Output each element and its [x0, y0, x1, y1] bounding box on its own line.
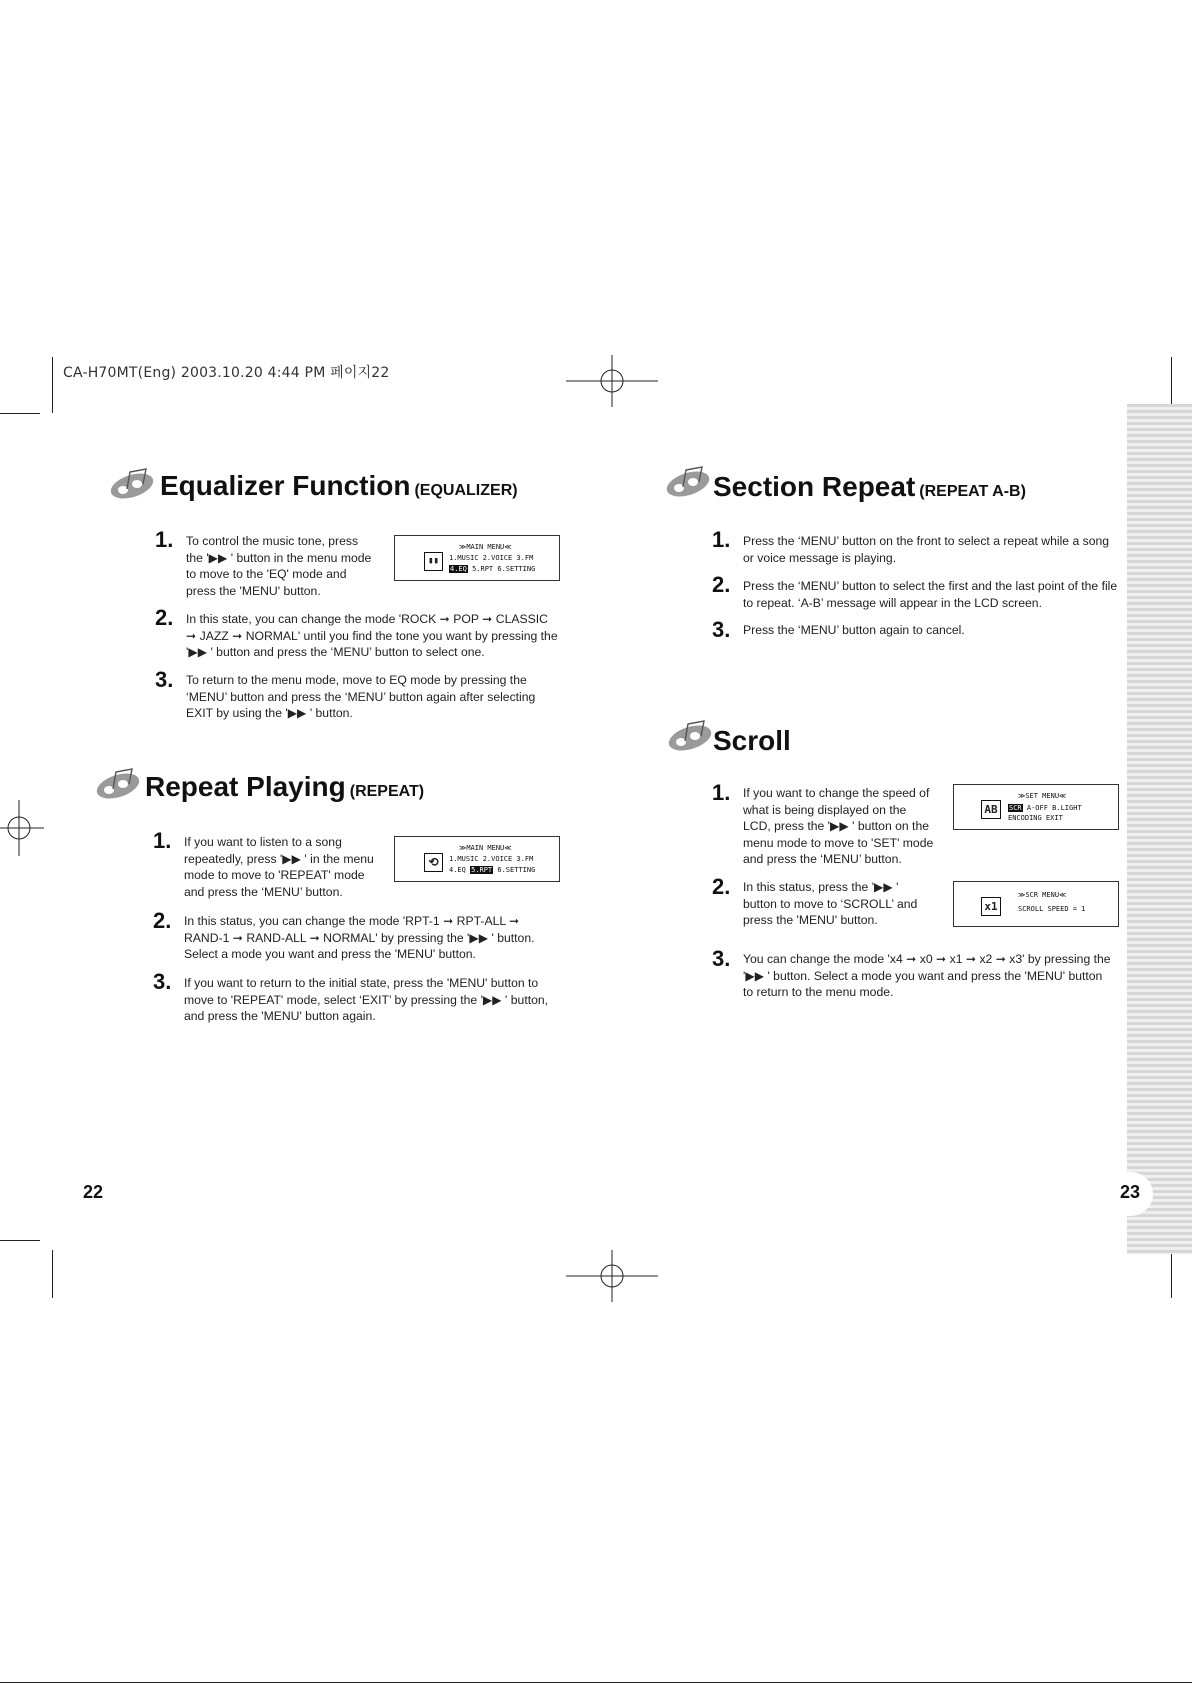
speed-x1-icon: x1 — [981, 897, 1001, 916]
step-text: In this status, you can change the mode 'RPT-1 ➞ RPT-ALL ➞ RAND-1 ➞ RAND-ALL ➞ NORMAL' by pressing the '▶▶ ' button. Select a mode you want and press the 'MENU' button. — [184, 914, 535, 961]
music-note-icon — [108, 468, 162, 502]
lcd-screen-scroll — [953, 881, 1119, 927]
page-number-right: 23 — [1120, 1182, 1141, 1202]
lcd-row-rest: 6.SETTING — [493, 866, 536, 874]
equalizer-title-text: Equalizer Function — [160, 470, 411, 501]
step-number: 1. — [712, 527, 731, 552]
step-number: 2. — [712, 572, 731, 597]
crop-mark — [0, 413, 40, 414]
lcd-row — [449, 565, 535, 573]
lcd-screen-eq — [394, 535, 560, 581]
section-repeat-subtitle: (REPEAT A-B) — [919, 483, 1026, 500]
crop-mark — [0, 1682, 1192, 1683]
lcd-title: ≫SCR MENU≪ — [1018, 891, 1067, 899]
registration-mark-left — [0, 800, 44, 856]
lcd-row: 1.MUSIC 2.VOICE 3.FM — [449, 855, 534, 863]
step-number: 1. — [153, 828, 172, 853]
ab-icon: AB — [981, 800, 1001, 819]
lcd-row-rest: 5.RPT 6.SETTING — [467, 565, 536, 573]
step-text: Press the ‘MENU’ button on the front to select a repeat while a song or voice message is playing. — [743, 534, 1110, 565]
step-text: In this state, you can change the mode 'ROCK ➞ POP ➞ CLASSIC ➞ JAZZ ➞ NORMAL' until you find the tone you want by pressing the '▶▶ ' button and press the ‘MENU’ button to select one. — [186, 612, 558, 659]
repeat-subtitle: (REPEAT) — [349, 783, 425, 800]
lcd-selected-item: 4.EQ — [450, 565, 467, 573]
step-text: If you want to listen to a song repeatedly, press '▶▶ ' in the menu mode to move to 'REPEAT' mode and press the ‘MENU’ button. — [184, 835, 374, 899]
step-number: 2. — [155, 605, 174, 630]
step-number: 3. — [712, 617, 731, 642]
lcd-title: ≫MAIN MENU≪ — [459, 844, 512, 852]
equalizer-icon: ▮▮ — [424, 552, 443, 571]
lcd-row — [449, 866, 535, 874]
crop-mark — [1171, 1250, 1172, 1298]
step-number: 3. — [155, 667, 174, 692]
music-note-icon — [664, 466, 718, 500]
page-number-left: 22 — [83, 1182, 104, 1202]
lcd-row: 1.MUSIC 2.VOICE 3.FM — [449, 554, 534, 562]
step-text: In this status, press the '▶▶ ' button to move to ‘SCROLL’ and press the 'MENU' button. — [743, 880, 918, 927]
lcd-row-pre: 4.EQ — [449, 866, 471, 874]
repeat-title — [145, 771, 424, 803]
equalizer-subtitle: (EQUALIZER) — [414, 482, 518, 499]
crop-mark — [52, 1250, 53, 1298]
crop-mark — [0, 1240, 40, 1241]
step-number: 2. — [712, 874, 731, 899]
step-text: You can change the mode 'x4 ➞ x0 ➞ x1 ➞ x2 ➞ x3' by pressing the '▶▶ ' button. Select a mode you want and press the 'MENU' button to return to the menu mode. — [743, 952, 1111, 999]
lcd-row — [1008, 804, 1082, 812]
step-text: If you want to return to the initial state, press the 'MENU' button to move to 'REPEAT' mode, select ‘EXIT’ by pressing the '▶▶ ' button, and press the 'MENU' button again. — [184, 976, 549, 1023]
step-number: 1. — [712, 780, 731, 805]
lcd-screen-repeat — [394, 836, 560, 882]
step-text: Press the ‘MENU’ button to select the first and the last point of the file to repeat. ‘A-B’ message will appear in the LCD screen. — [743, 579, 1118, 610]
lcd-selected-item: SCR — [1009, 804, 1022, 812]
registration-mark-top — [566, 355, 658, 407]
music-note-icon — [94, 768, 148, 802]
step-number: 1. — [155, 527, 174, 552]
music-note-icon — [666, 720, 720, 754]
crop-mark — [52, 357, 53, 413]
lcd-row: ENCODING EXIT — [1008, 814, 1063, 822]
print-header-stamp: CA-H70MT(Eng) 2003.10.20 4:44 PM 페이지22 — [63, 365, 390, 381]
lcd-title: ≫MAIN MENU≪ — [459, 543, 512, 551]
scroll-title: Scroll — [713, 725, 791, 756]
step-number: 3. — [153, 969, 172, 994]
lcd-row-rest: A-OFF B.LIGHT — [1022, 804, 1082, 812]
step-text: Press the ‘MENU’ button again to cancel. — [743, 623, 965, 637]
lcd-row: SCROLL SPEED = 1 — [1018, 905, 1086, 913]
registration-mark-bottom — [566, 1250, 658, 1302]
step-number: 3. — [712, 946, 731, 971]
step-text: If you want to change the speed of what is being displayed on the LCD, press the '▶▶ ' button on the menu mode to move to 'SET' mode and press the ‘MENU’ button. — [743, 786, 934, 866]
lcd-selected-item: 5.RPT — [471, 866, 493, 874]
step-number: 2. — [153, 908, 172, 933]
repeat-title-text: Repeat Playing — [145, 771, 346, 802]
step-text: To control the music tone, press the '▶▶ ' button in the menu mode to move to the 'EQ' mode and press the 'MENU' button. — [186, 534, 372, 598]
lcd-screen-set — [953, 784, 1119, 830]
page-edge-stripes — [1127, 404, 1192, 1254]
section-repeat-title-text: Section Repeat — [713, 471, 916, 502]
section-repeat-title — [713, 471, 1026, 503]
repeat-icon: ⟲ — [424, 853, 443, 872]
lcd-title: ≫SET MENU≪ — [1018, 792, 1067, 800]
step-text: To return to the menu mode, move to EQ mode by pressing the ‘MENU’ button and press the ‘MENU’ button again after selecting EXIT by using the '▶▶ ' button. — [186, 673, 536, 720]
equalizer-title — [160, 470, 518, 502]
